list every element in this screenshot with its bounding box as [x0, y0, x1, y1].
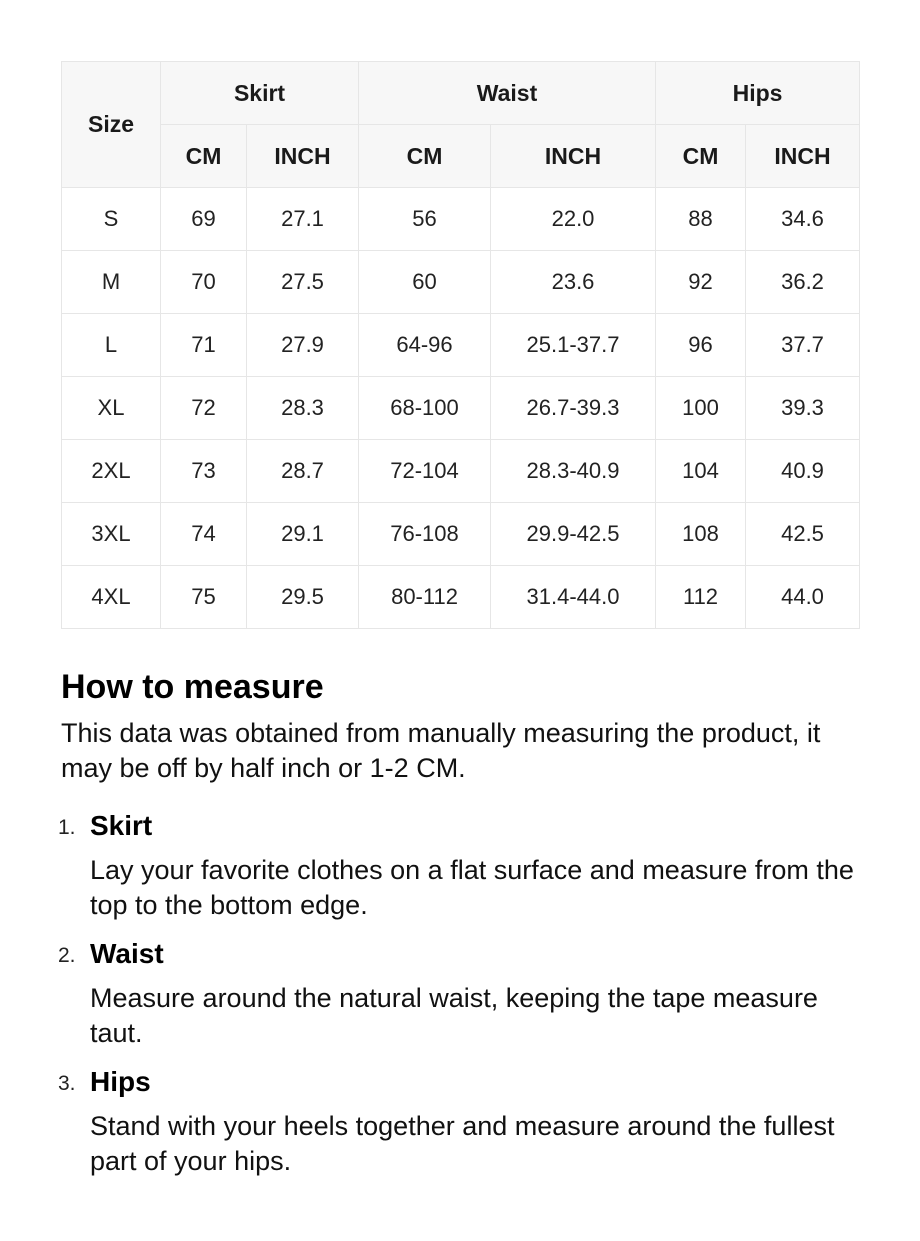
unit-header: CM [656, 125, 746, 188]
measurement-cell: 96 [656, 314, 746, 377]
measurement-cell: 72-104 [359, 440, 491, 503]
table-row [62, 314, 860, 377]
measurement-cell: 27.1 [247, 188, 359, 251]
step-description: Lay your favorite clothes on a flat surface and measure from the top to the bottom edge. [90, 855, 854, 920]
measurement-cell: 26.7-39.3 [491, 377, 656, 440]
measurement-cell: 68-100 [359, 377, 491, 440]
measurement-cell: 88 [656, 188, 746, 251]
size-cell: S [62, 188, 161, 251]
measurement-cell: 37.7 [746, 314, 860, 377]
unit-header: INCH [491, 125, 656, 188]
list-item [58, 1065, 859, 1179]
measurement-cell: 25.1-37.7 [491, 314, 656, 377]
step-title: Skirt [90, 810, 153, 841]
measurement-cell: 92 [656, 251, 746, 314]
measurement-cell: 28.7 [247, 440, 359, 503]
measurement-cell: 112 [656, 566, 746, 629]
measurement-cell: 29.5 [247, 566, 359, 629]
unit-header: INCH [247, 125, 359, 188]
size-cell: M [62, 251, 161, 314]
table-row [62, 566, 860, 629]
size-cell: 4XL [62, 566, 161, 629]
measurement-cell: 29.9-42.5 [491, 503, 656, 566]
table-header-row-groups [62, 62, 860, 125]
measurement-cell: 60 [359, 251, 491, 314]
table-row [62, 377, 860, 440]
list-item [58, 937, 859, 1051]
measurement-cell: 74 [161, 503, 247, 566]
measurement-cell: 34.6 [746, 188, 860, 251]
measurement-cell: 22.0 [491, 188, 656, 251]
measurement-cell: 27.5 [247, 251, 359, 314]
size-cell: 2XL [62, 440, 161, 503]
measurement-cell: 29.1 [247, 503, 359, 566]
table-header-row-units [62, 125, 860, 188]
measurement-cell: 44.0 [746, 566, 860, 629]
table-row [62, 440, 860, 503]
measurement-cell: 39.3 [746, 377, 860, 440]
measurement-cell: 72 [161, 377, 247, 440]
measurement-cell: 40.9 [746, 440, 860, 503]
unit-header: INCH [746, 125, 860, 188]
measurement-cell: 23.6 [491, 251, 656, 314]
measurement-cell: 71 [161, 314, 247, 377]
unit-header: CM [161, 125, 247, 188]
measurement-cell: 100 [656, 377, 746, 440]
skirt-group-header: Skirt [161, 62, 359, 125]
step-number: 1. [58, 816, 76, 839]
measurement-cell: 31.4-44.0 [491, 566, 656, 629]
measure-steps-list [58, 809, 859, 1179]
size-cell: XL [62, 377, 161, 440]
size-chart-table [61, 61, 860, 629]
step-description: Measure around the natural waist, keeping the tape measure taut. [90, 983, 818, 1048]
measurement-cell: 75 [161, 566, 247, 629]
measurement-cell: 73 [161, 440, 247, 503]
measurement-cell: 27.9 [247, 314, 359, 377]
measurement-cell: 69 [161, 188, 247, 251]
size-guide [58, 61, 859, 1193]
step-title: Waist [90, 938, 164, 969]
hips-group-header: Hips [656, 62, 860, 125]
step-description: Stand with your heels together and measure around the fullest part of your hips. [90, 1111, 835, 1176]
waist-group-header: Waist [359, 62, 656, 125]
measurement-cell: 42.5 [746, 503, 860, 566]
list-item [58, 809, 859, 923]
size-cell: 3XL [62, 503, 161, 566]
table-row [62, 503, 860, 566]
measurement-cell: 80-112 [359, 566, 491, 629]
size-cell: L [62, 314, 161, 377]
measurement-cell: 108 [656, 503, 746, 566]
measurement-cell: 64-96 [359, 314, 491, 377]
measurement-cell: 28.3 [247, 377, 359, 440]
how-to-measure-intro: This data was obtained from manually measuring the product, it may be off by half inch or 1-2 CM. [61, 718, 821, 783]
step-number: 2. [58, 944, 76, 967]
measurement-cell: 56 [359, 188, 491, 251]
measurement-cell: 28.3-40.9 [491, 440, 656, 503]
unit-header: CM [359, 125, 491, 188]
measurement-cell: 104 [656, 440, 746, 503]
step-title: Hips [90, 1066, 151, 1097]
measurement-cell: 70 [161, 251, 247, 314]
size-table-body [62, 188, 860, 629]
table-row [62, 188, 860, 251]
step-number: 3. [58, 1072, 76, 1095]
measurement-cell: 36.2 [746, 251, 860, 314]
measurement-cell: 76-108 [359, 503, 491, 566]
how-to-measure-title: How to measure [61, 668, 324, 706]
table-row [62, 251, 860, 314]
size-column-header: Size [62, 62, 161, 188]
